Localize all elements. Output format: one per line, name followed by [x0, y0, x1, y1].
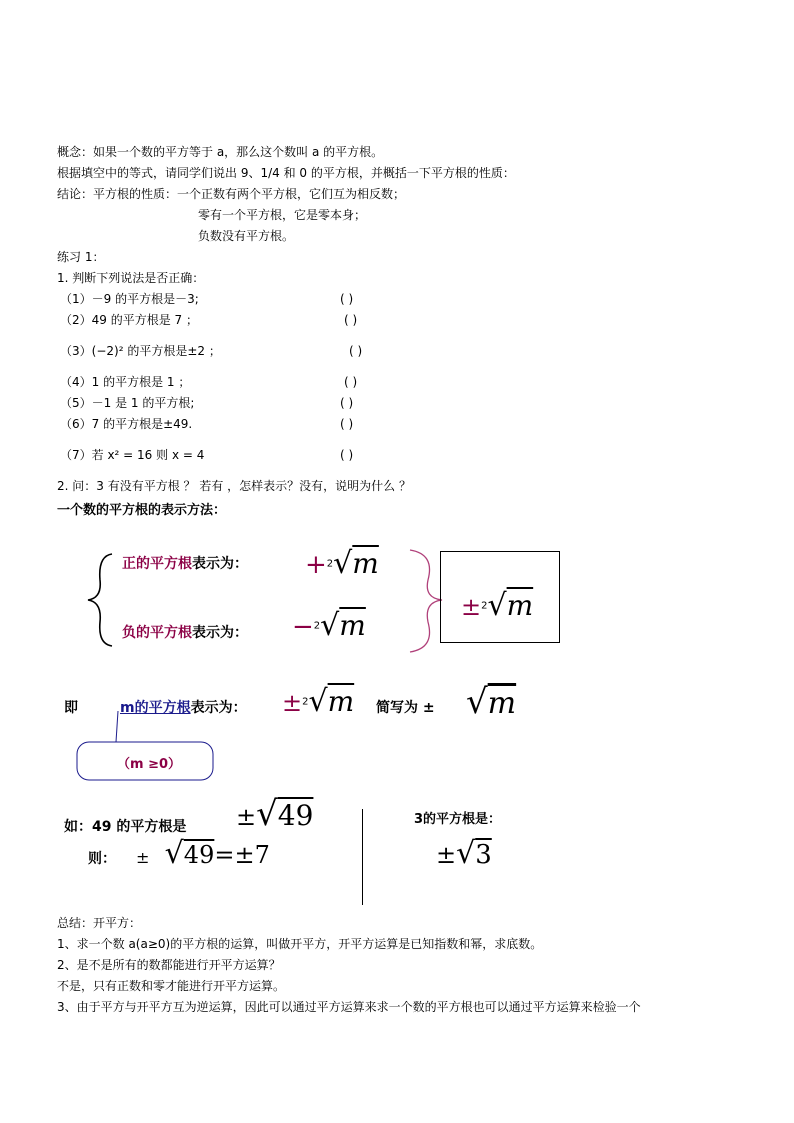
m-root-expr: ±$^2$√m: [282, 684, 355, 719]
radicand: m: [339, 609, 366, 642]
three-root-expr: ±√3: [436, 836, 492, 871]
minus-sign: −: [292, 612, 314, 642]
plus-minus-sign: ±: [282, 689, 303, 717]
answer-paren[interactable]: ( ): [340, 396, 354, 410]
then-result: =±7: [214, 841, 270, 869]
short-form-expr: √m: [466, 682, 517, 722]
root-index: 2: [302, 696, 309, 708]
plus-minus-root-expr: ±$^2$√m: [461, 588, 534, 623]
exercise-item: （7）若 x² = 16 则 x = 4: [60, 448, 205, 462]
positive-root-term: 正的平方根: [122, 556, 192, 572]
summary-line-1: 1、求一个数 a(a≥0)的平方根的运算，叫做开平方，开平方运算是已知指数和幂，求底数。: [57, 937, 543, 951]
conclusion-line-2: 零有一个平方根，它是零本身；: [198, 208, 367, 222]
radicand: m: [327, 685, 355, 718]
plus-minus-root-box: [440, 551, 560, 643]
concept-line: 概念：如果一个数的平方等于 a，那么这个数叫 a 的平方根。: [57, 145, 384, 159]
negative-root-suffix: 表示为：: [192, 625, 248, 641]
positive-root-expr: +$^2$√m: [305, 546, 379, 581]
plus-minus-sign: ±: [436, 841, 457, 869]
exercise-item: （5）－1 是 1 的平方根;: [60, 396, 195, 410]
three-root-title: 3的平方根是：: [414, 812, 502, 827]
answer-paren[interactable]: ( ): [340, 448, 354, 462]
radicand-49: 49: [277, 799, 314, 832]
radicand: m: [352, 547, 379, 580]
m-root-suffix: 表示为：: [190, 700, 247, 716]
negative-root-expr: −$^2$√m: [292, 608, 366, 643]
exercise-item: （1）－9 的平方根是－3;: [60, 292, 199, 306]
answer-paren[interactable]: ( ): [349, 344, 363, 358]
summary-title: 总结：开平方：: [57, 916, 142, 930]
plus-minus-sign: ±: [136, 848, 150, 867]
summary-line-3: 不是，只有正数和零才能进行开平方运算。: [57, 979, 286, 993]
question-1-title: 1. 判断下列说法是否正确：: [57, 271, 205, 285]
exercise-item: （4）1 的平方根是 1 ；: [60, 375, 191, 389]
example-label: 如：49 的平方根是: [64, 819, 187, 835]
question-2: 2. 问：3 有没有平方根 ？ 若有 ，怎样表示？没有，说明为什么 ？: [57, 479, 411, 493]
example-root-expr: ±√49: [236, 794, 314, 834]
method-title: 一个数的平方根的表示方法：: [57, 503, 227, 518]
plus-minus-sign: ±: [236, 803, 257, 831]
negative-root-label: [122, 622, 248, 642]
root-index: 2: [326, 558, 334, 570]
positive-root-suffix: 表示为：: [192, 556, 248, 572]
radicand: m: [506, 589, 534, 622]
then-label: 则：: [88, 851, 116, 867]
summary-line-2: 2、是不是所有的数都能进行开平方运算？: [57, 958, 281, 972]
radicand-3: 3: [475, 840, 492, 870]
then-expr: ± √49=±7: [136, 836, 270, 871]
ji-label: 即: [64, 700, 78, 716]
conclusion-line-1: 结论：平方根的性质：一个正数有两个平方根，它们互为相反数；: [57, 187, 406, 201]
positive-root-label: [122, 553, 248, 573]
exercise-item: （3）(−2)² 的平方根是±2 ；: [60, 344, 221, 358]
right-brace: [410, 550, 442, 652]
answer-paren[interactable]: ( ): [344, 313, 358, 327]
plus-sign: +: [305, 550, 327, 580]
negative-root-term: 负的平方根: [122, 625, 192, 641]
left-brace: [88, 554, 112, 646]
root-index: 2: [313, 620, 321, 632]
exercise-item: （2）49 的平方根是 7 ；: [60, 313, 198, 327]
summary-line-4: 3、由于平方与开平方互为逆运算，因此可以通过平方运算来求一个数的平方根也可以通过平方运算来检验一个: [57, 1000, 641, 1014]
exercise-title: 练习 1：: [57, 250, 105, 264]
answer-paren[interactable]: ( ): [344, 375, 358, 389]
radicand: m: [487, 686, 517, 721]
answer-paren[interactable]: ( ): [340, 417, 354, 431]
exercise-item: （6）7 的平方根是±49.: [60, 417, 193, 431]
answer-paren[interactable]: ( ): [340, 292, 354, 306]
m-root-term: m的平方根: [120, 700, 191, 716]
conclusion-line-3: 负数没有平方根。: [198, 229, 295, 243]
condition-label: （m ≥0）: [117, 757, 182, 772]
divider-line: [362, 809, 363, 905]
prompt-line: 根据填空中的等式，请同学们说出 9、1/4 和 0 的平方根，并概括一下平方根的性质：: [57, 166, 515, 180]
root-index: 2: [481, 600, 488, 612]
short-form-label: 简写为 ±: [376, 700, 435, 716]
radicand-49: 49: [183, 841, 215, 869]
plus-minus-sign: ±: [461, 593, 482, 621]
